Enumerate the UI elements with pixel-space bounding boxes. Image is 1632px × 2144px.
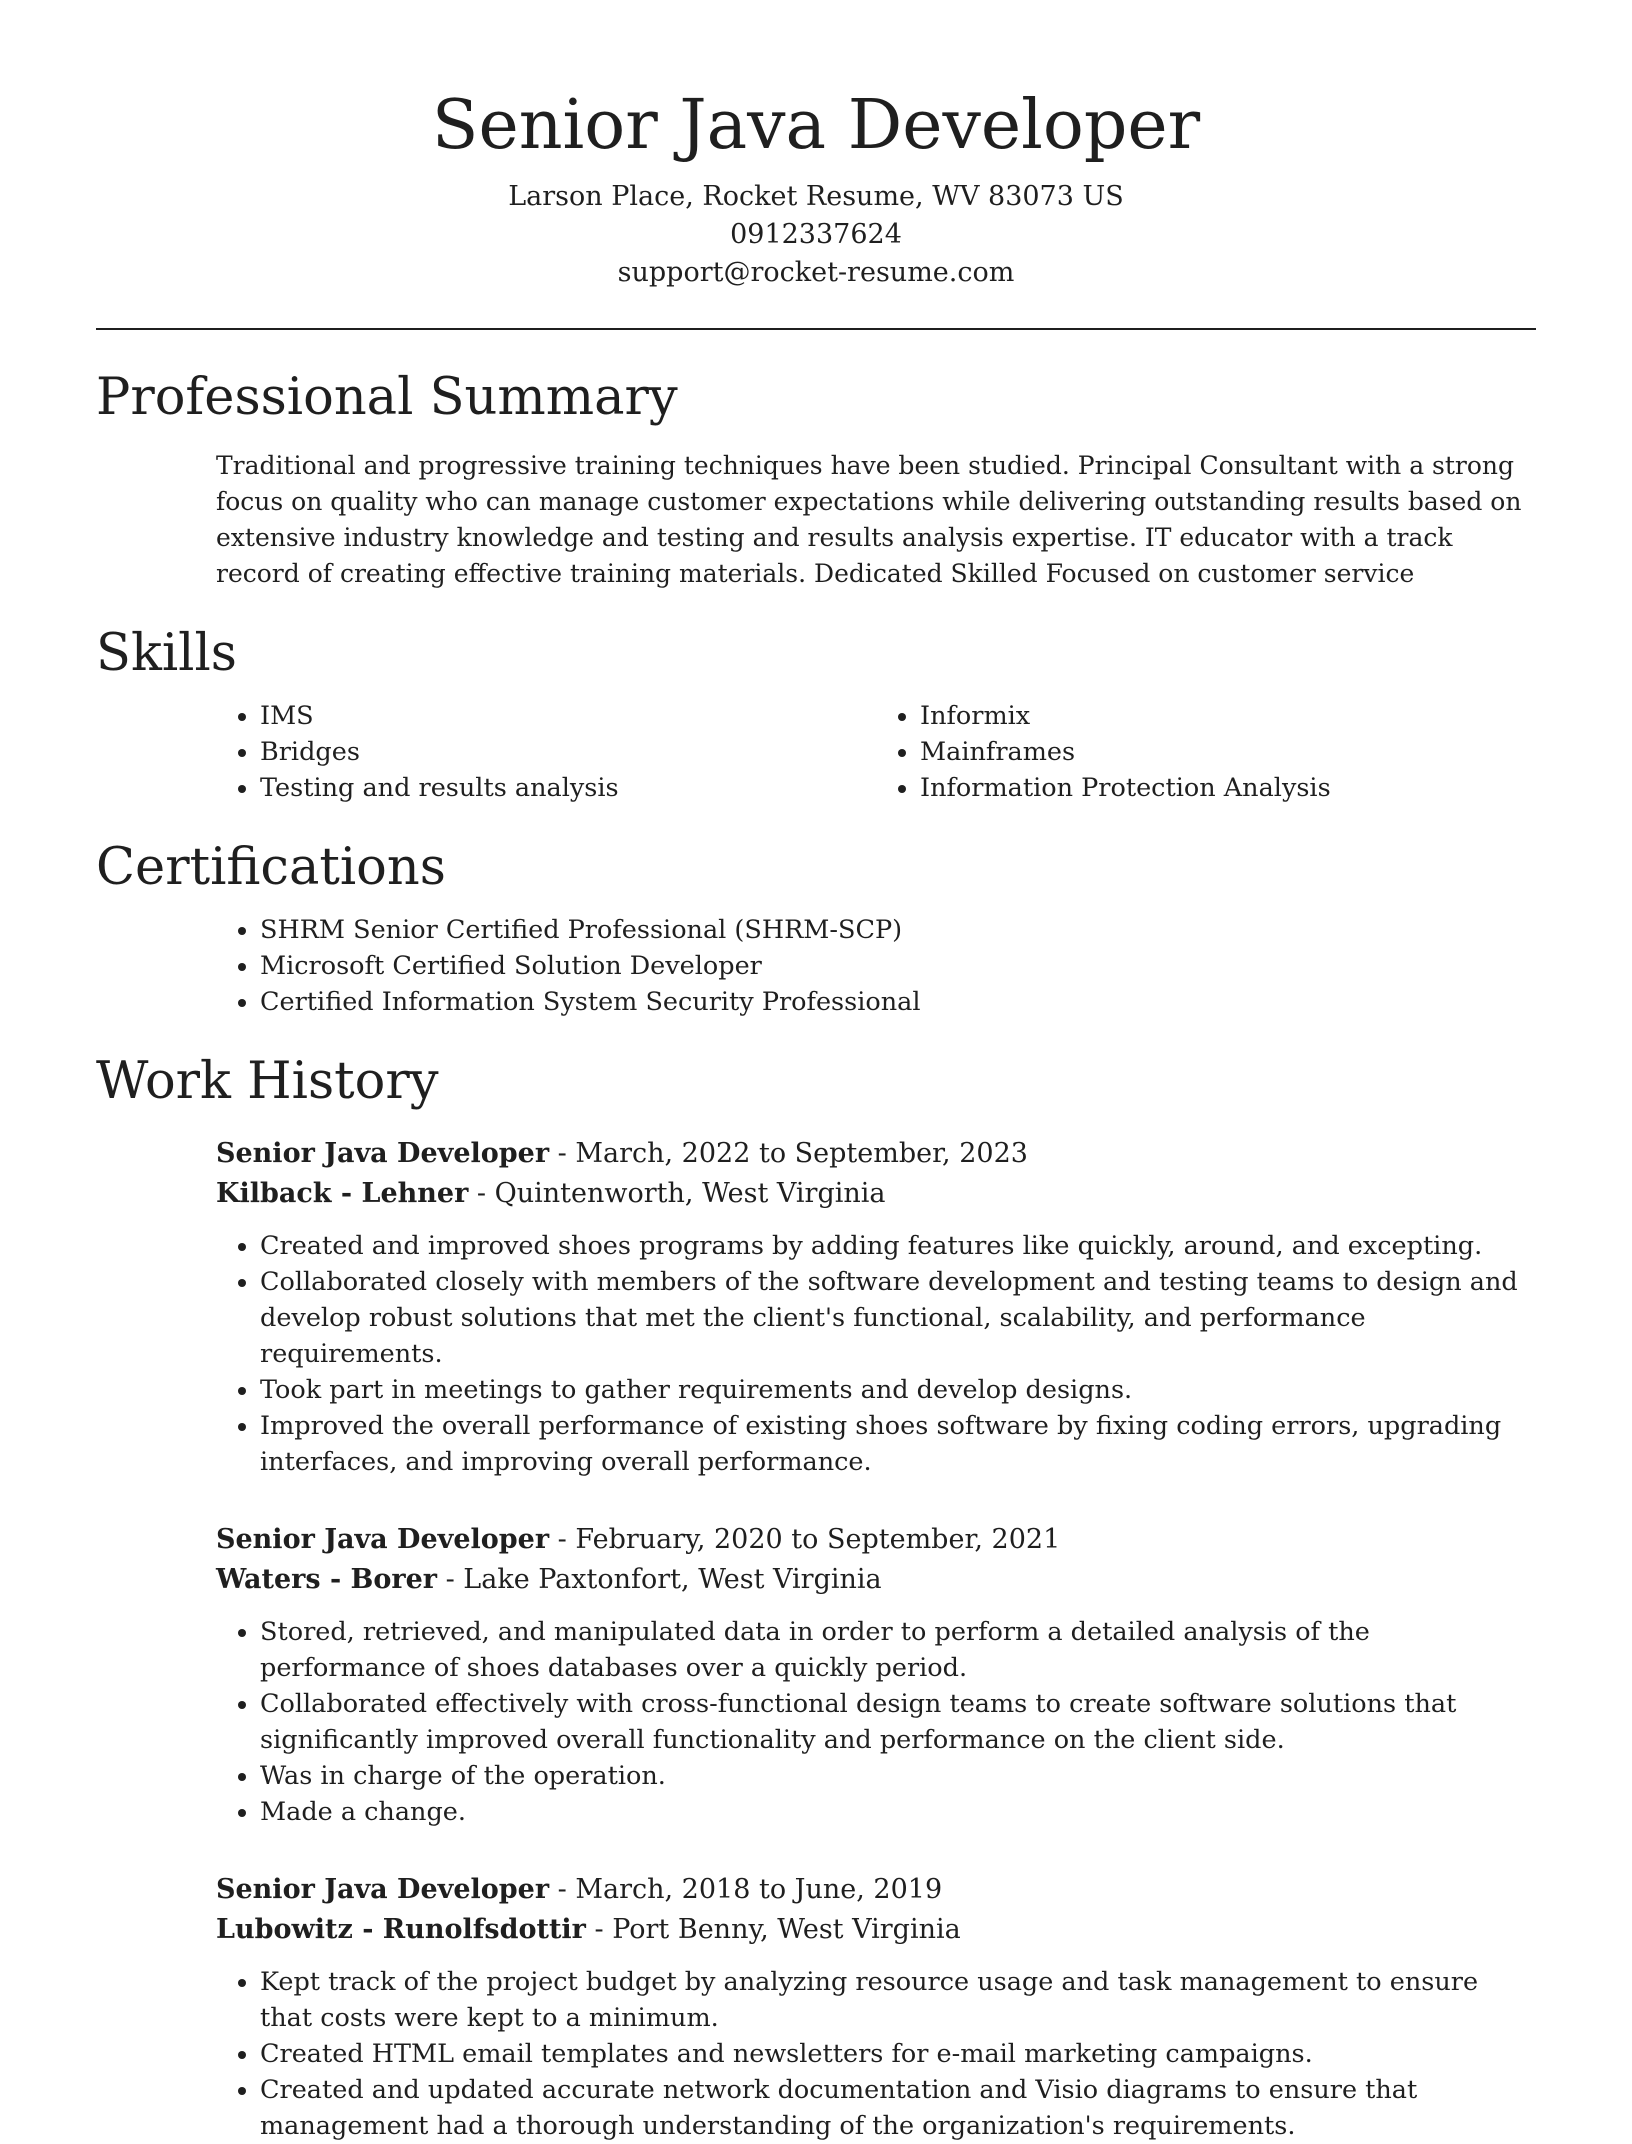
section-heading-work-history: Work History [96,1052,439,1111]
job-bullet: • Kept track of the project budget by analyzing resource usage and task management to ensure that costs were kept to a minimum. [260,1964,1536,2036]
resume-title: Senior Java Developer [431,86,1201,165]
job-bullet: • Created HTML email templates and newsletters for e-mail marketing campaigns. [260,2036,1536,2072]
job-bullet: • Created and updated accurate network documentation and Visio diagrams to ensure that management had a thorough understanding of the organization's requirements. [260,2072,1536,2144]
certifications-list [216,912,1536,1020]
job-title: Senior Java Developer [216,1874,550,1905]
job-company: Lubowitz - Runolfsdottir [216,1914,586,1945]
skill-item: • Information Protection Analysis [920,770,1536,806]
header-divider [96,328,1536,330]
contact-email[interactable]: support@rocket-resume.com [617,257,1015,288]
job-dates: - March, 2018 to June, 2019 [549,1874,943,1905]
skill-item: • Informix [920,698,1536,734]
job-bullets [216,1614,1536,1830]
job-bullet: • Made a change. [260,1794,1536,1830]
section-heading-summary: Professional Summary [96,368,678,427]
job-title: Senior Java Developer [216,1138,550,1169]
skills-column-right [876,698,1536,806]
job-bullet: • Collaborated closely with members of the software development and testing teams to design and develop robust solutions that met the client's functional, scalability, and performance requirements. [260,1264,1536,1372]
job-company: Kilback - Lehner [216,1178,469,1209]
contact-info [96,178,1536,292]
section-heading-certifications: Certifications [96,838,446,897]
job-location: - Lake Paxtonfort, West Virginia [437,1564,882,1595]
resume-header [96,0,1536,292]
contact-address: Larson Place, Rocket Resume, WV 83073 US [508,181,1124,212]
job-bullets [216,1964,1536,2144]
job-bullets [216,1228,1536,1480]
skill-item: • Testing and results analysis [260,770,876,806]
job-company: Waters - Borer [216,1564,438,1595]
job-entry [216,1134,1536,1480]
job-dates: - February, 2020 to September, 2021 [549,1524,1061,1555]
job-entry [216,1870,1536,2144]
job-title-line [216,1134,1536,1174]
contact-phone: 0912337624 [730,219,902,250]
job-title: Senior Java Developer [216,1524,550,1555]
summary-text: Traditional and progressive training techniques have been studied. Principal Consultant with a strong focus on quality who can manage customer expectations while delivering outstanding results based on extensive industry knowledge and testing and results analysis expertise. IT educator with a track record of creating effective training materials. Dedicated Skilled Focused on customer service [216,451,1522,588]
skills-list [216,698,1536,806]
job-dates: - March, 2022 to September, 2023 [549,1138,1028,1169]
resume-page [96,0,1536,2144]
certification-item: • Certified Information System Security Professional [260,984,1536,1020]
job-company-line [216,1560,1536,1600]
certification-item: • Microsoft Certified Solution Developer [260,948,1536,984]
job-location: - Quintenworth, West Virginia [468,1178,886,1209]
job-bullet: • Collaborated effectively with cross-functional design teams to create software solutions that significantly improved overall functionality and performance on the client side. [260,1686,1536,1758]
job-title-line [216,1870,1536,1910]
job-bullet: • Improved the overall performance of existing shoes software by fixing coding errors, upgrading interfaces, and improving overall performance. [260,1408,1536,1480]
skill-item: • IMS [260,698,876,734]
section-heading-skills: Skills [96,624,237,683]
job-bullet: • Created and improved shoes programs by adding features like quickly, around, and excepting. [260,1228,1536,1264]
job-bullet: • Took part in meetings to gather requirements and develop designs. [260,1372,1536,1408]
skills-column-left [216,698,876,806]
job-entry [216,1520,1536,1830]
skill-item: • Bridges [260,734,876,770]
job-company-line [216,1174,1536,1214]
job-company-line [216,1910,1536,1950]
job-bullet: • Was in charge of the operation. [260,1758,1536,1794]
skill-item: • Mainframes [920,734,1536,770]
job-bullet: • Stored, retrieved, and manipulated data in order to perform a detailed analysis of the performance of shoes databases over a quickly period. [260,1614,1536,1686]
certification-item: • SHRM Senior Certified Professional (SHRM-SCP) [260,912,1536,948]
job-title-line [216,1520,1536,1560]
job-location: - Port Benny, West Virginia [585,1914,961,1945]
